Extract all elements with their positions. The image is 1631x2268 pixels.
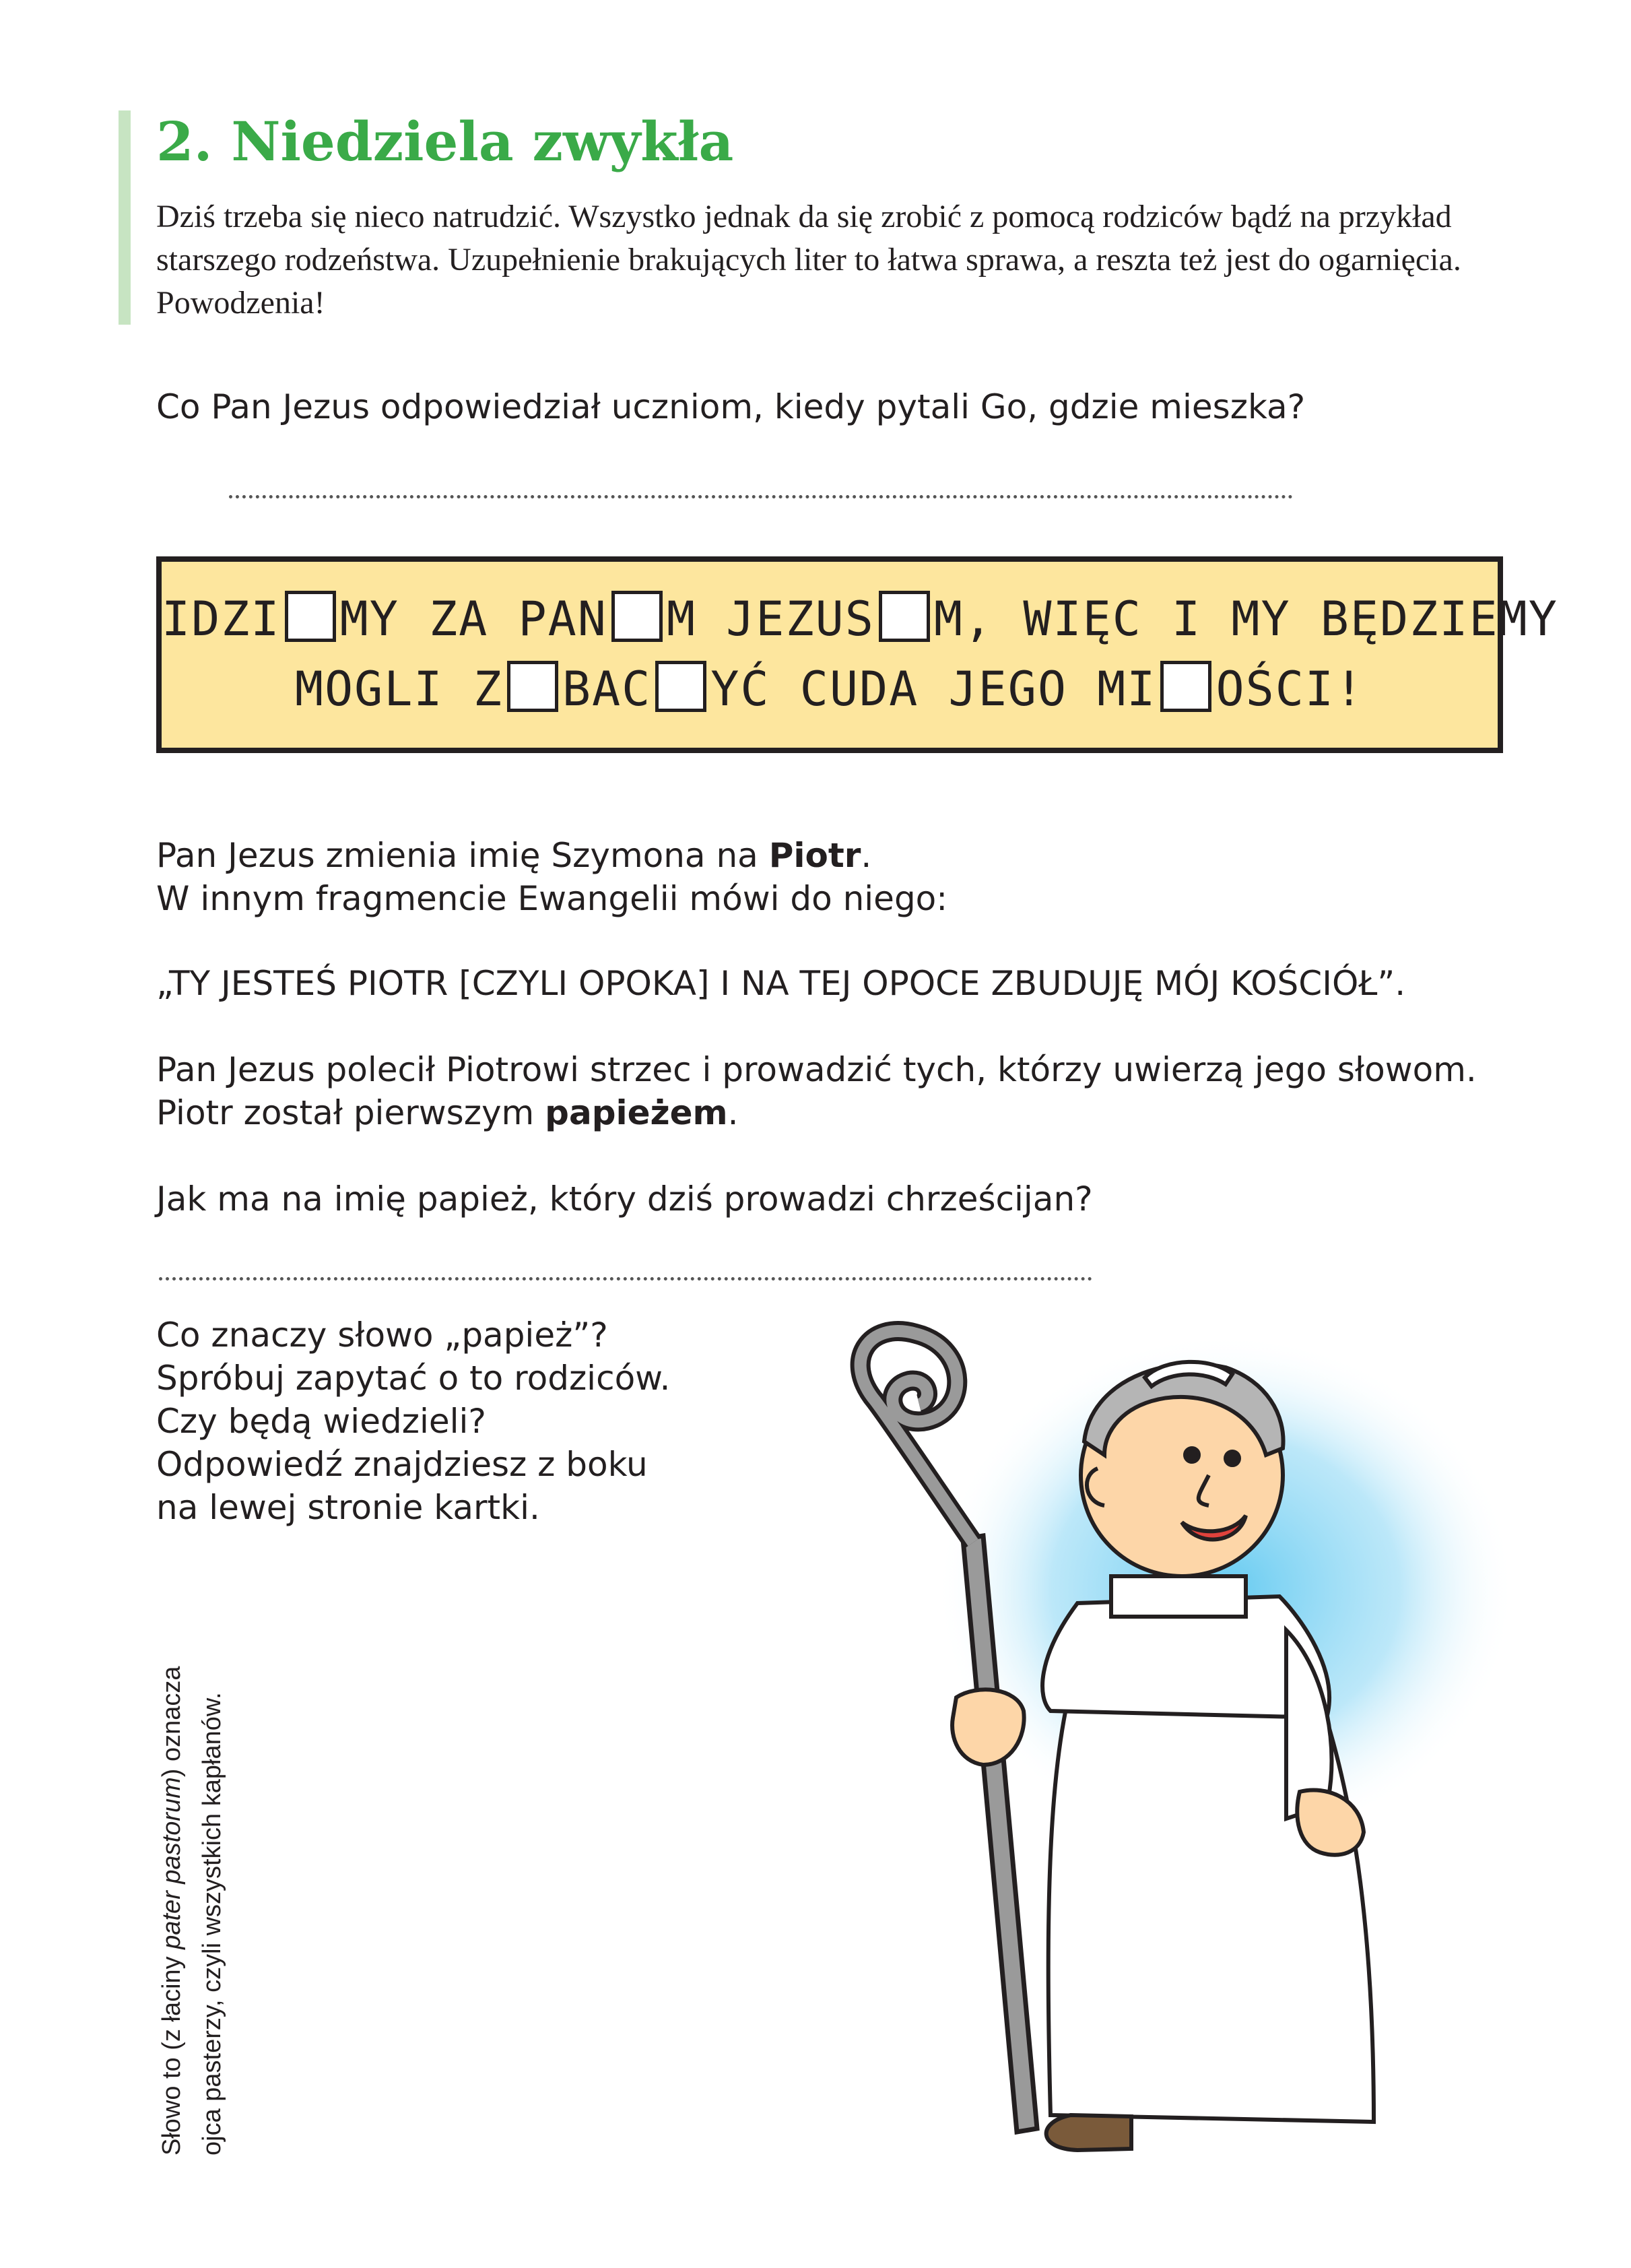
quote: „TY JESTEŚ PIOTR [CZYLI OPOKA] I NA TEJ OPOCE ZBUDUJĘ MÓJ KOŚCIÓŁ”.: [156, 964, 1406, 1003]
intro-line: starszego rodzeństwa. Uzupełnienie brakujących liter to łatwa sprawa, a reszta też jest do ogarnięcia.: [156, 242, 1461, 278]
puzzle-fragment: MY ZA PAN: [339, 591, 607, 647]
collar: [1111, 1576, 1246, 1617]
piotr-line-2: W innym fragmencie Ewangelii mówi do niego:: [156, 879, 948, 918]
accent-bar: [119, 110, 131, 325]
text-run: .: [727, 1093, 739, 1132]
piotr-line-3: Pan Jezus polecił Piotrowi strzec i prowadzić tych, którzy uwierzą jego słowom.: [156, 1050, 1477, 1089]
puzzle-line-2: [162, 659, 1498, 719]
text-line: Odpowiedź znajdziesz z boku: [156, 1445, 648, 1484]
text-run: ) oznacza: [158, 1666, 186, 1778]
text-line: Spróbuj zapytać o to rodziców.: [156, 1359, 671, 1398]
letter-puzzle: [156, 556, 1558, 753]
puzzle-fragment: BAC: [562, 661, 652, 717]
puzzle-fragment: MOGLI Z: [294, 661, 503, 717]
piotr-line-4: [156, 1091, 739, 1134]
eye: [1226, 1452, 1239, 1465]
pope-illustration: [815, 1320, 1569, 2162]
bold-name: Piotr: [768, 836, 861, 875]
text-run: Pan Jezus zmienia imię Szymona na: [156, 836, 769, 875]
letter-box[interactable]: [655, 661, 706, 712]
piotr-line-1: [156, 834, 871, 877]
intro-text: [156, 195, 1503, 325]
text-run: .: [861, 836, 872, 875]
shoe: [1046, 2115, 1131, 2150]
letter-box[interactable]: [507, 661, 558, 712]
text-run: Piotr został pierwszym: [156, 1093, 545, 1132]
letter-box[interactable]: [1160, 661, 1211, 712]
intro-line: Powodzenia!: [156, 285, 325, 321]
side-note-line-1: [152, 1482, 192, 2156]
intro-line: Dziś trzeba się nieco natrudzić. Wszystko jednak da się zrobić z pomocą rodziców bądź na przykład: [156, 199, 1452, 234]
answer-line-1[interactable]: [229, 495, 1293, 498]
puzzle-fragment: YĆ CUDA JEGO MI: [710, 661, 1157, 717]
page-title: 2. Niedziela zwykła: [156, 110, 734, 173]
text-line: na lewej stronie kartki.: [156, 1488, 540, 1527]
side-note-line-2: ojca pasterzy, czyli wszystkich kapłanów.: [198, 1692, 226, 2156]
text-run: Słowo to (z łaciny: [158, 1949, 186, 2156]
puzzle-line-1: [162, 589, 1558, 649]
question-1: Co Pan Jezus odpowiedział uczniom, kiedy pytali Go, gdzie mieszka?: [156, 387, 1306, 426]
puzzle-fragment: OŚCI!: [1216, 661, 1365, 717]
answer-line-2[interactable]: [159, 1277, 1092, 1281]
puzzle-fragment: M, WIĘC I MY BĘDZIEMY: [933, 591, 1558, 647]
bold-word: papieżem: [545, 1093, 728, 1132]
letter-box[interactable]: [879, 591, 930, 642]
letter-box[interactable]: [285, 591, 336, 642]
papiez-question: [156, 1314, 670, 1529]
text-line: Co znaczy słowo „papież”?: [156, 1316, 608, 1355]
eye: [1185, 1448, 1199, 1462]
text-line: Czy będą wiedzieli?: [156, 1402, 486, 1441]
puzzle-fragment: M JEZUS: [666, 591, 875, 647]
latin-phrase: pater pastorum: [158, 1777, 186, 1949]
question-2: Jak ma na imię papież, który dziś prowadzi chrześcijan?: [156, 1179, 1093, 1219]
side-note: [152, 1482, 232, 2156]
puzzle-fragment: IDZI: [162, 591, 281, 647]
letter-box[interactable]: [611, 591, 663, 642]
